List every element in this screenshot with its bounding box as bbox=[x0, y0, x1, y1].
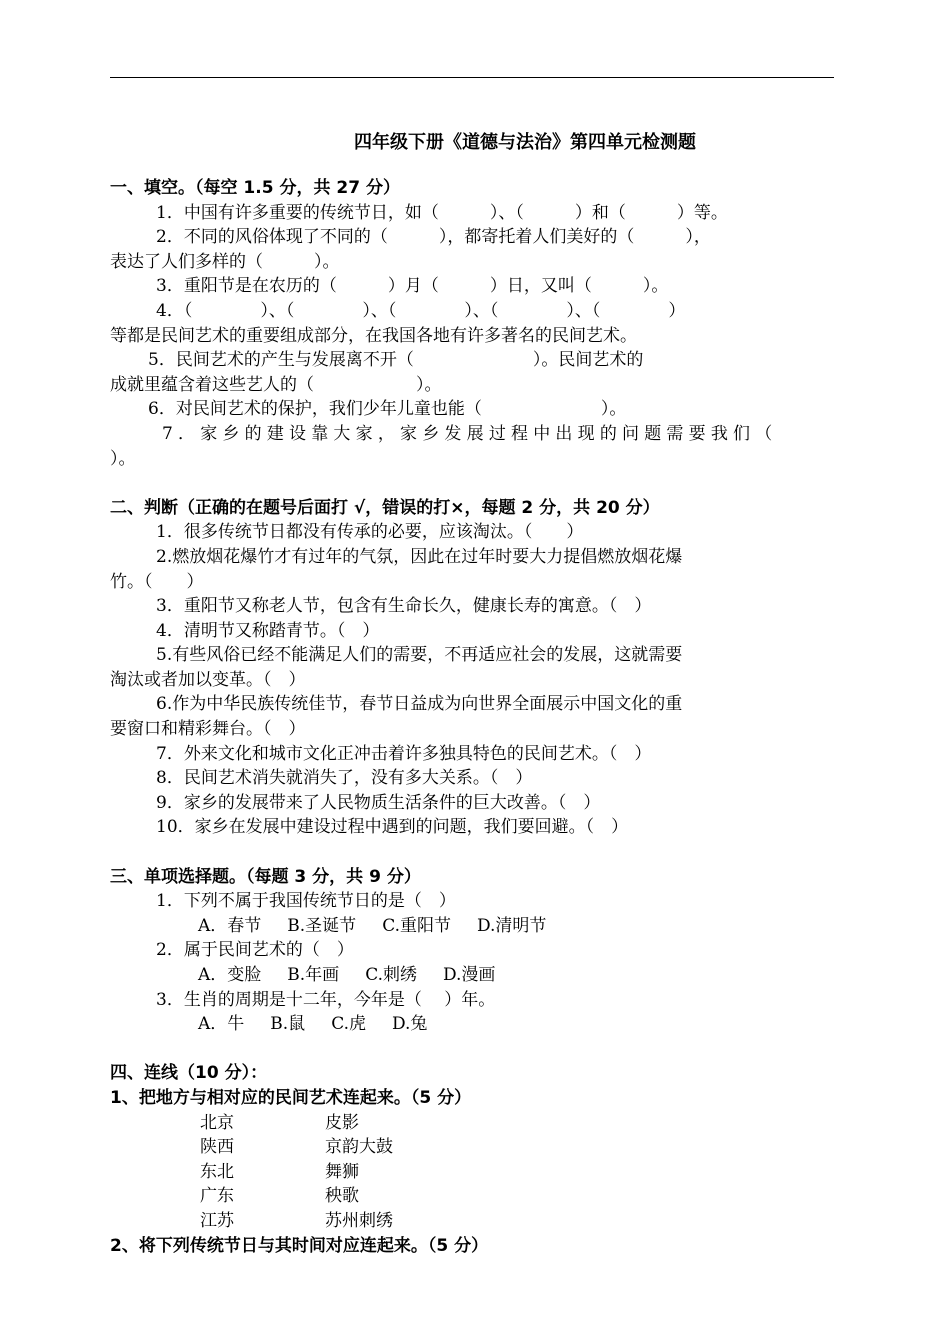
place-item: 江苏 bbox=[200, 1210, 234, 1231]
matching-sub2: 2、将下列传统节日与其时间对应连起来。（5 分） bbox=[110, 1235, 489, 1256]
art-item: 皮影 bbox=[325, 1112, 359, 1133]
judge-q3: 3．重阳节又称老人节，包含有生命长久，健康长寿的寓意。（ ） bbox=[156, 596, 652, 617]
page-title: 四年级下册《道德与法治》第四单元检测题 bbox=[354, 132, 696, 153]
judge-q5-line1: 5.有些风俗已经不能满足人们的需要，不再适应社会的发展，这就需要 bbox=[156, 645, 683, 666]
fill-q7-line1: 7．家乡的建设靠大家，家乡发展过程中出现的问题需要我们（ bbox=[162, 423, 778, 444]
arts-column bbox=[325, 1111, 393, 1234]
choice-q1: 1．下列不属于我国传统节日的是（ ） bbox=[156, 891, 456, 912]
judge-q10: 10．家乡在发展中建设过程中遇到的问题，我们要回避。（ ） bbox=[156, 817, 629, 838]
fill-q2-line1: 2．不同的风俗体现了不同的（ ），都寄托着人们美好的（ ）， bbox=[156, 227, 711, 248]
judge-q4: 4．清明节又称踏青节。（ ） bbox=[156, 620, 380, 641]
choice-q2-option-c: C.刺绣 bbox=[365, 965, 417, 985]
choice-q2: 2．属于民间艺术的（ ） bbox=[156, 940, 354, 961]
header-rule bbox=[110, 77, 834, 78]
place-item: 东北 bbox=[200, 1161, 234, 1182]
choice-q1-option-a: A．春节 bbox=[198, 915, 262, 936]
art-item: 京韵大鼓 bbox=[325, 1137, 393, 1158]
choice-q1-options bbox=[110, 914, 842, 939]
judge-q7: 7．外来文化和城市文化正冲击着许多独具特色的民间艺术。（ ） bbox=[156, 743, 652, 764]
judge-q9: 9．家乡的发展带来了人民物质生活条件的巨大改善。（ ） bbox=[156, 792, 601, 813]
places-column bbox=[200, 1111, 234, 1234]
document-body bbox=[110, 176, 842, 1258]
section-judge-heading: 二、判断（正确的在题号后面打 √，错误的打×，每题 2 分，共 20 分） bbox=[110, 497, 660, 518]
judge-q5-line2: 淘汰或者加以变革。（ ） bbox=[110, 669, 306, 690]
choice-q3-option-a: A．牛 bbox=[198, 1014, 245, 1035]
section-choice-heading: 三、单项选择题。（每题 3 分，共 9 分） bbox=[110, 866, 421, 887]
art-item: 秧歌 bbox=[325, 1186, 359, 1207]
place-item: 广东 bbox=[200, 1186, 234, 1207]
place-item: 陕西 bbox=[200, 1137, 234, 1158]
choice-q1-option-c: C.重阳节 bbox=[382, 915, 451, 936]
choice-q3-option-d: D.兔 bbox=[392, 1014, 428, 1035]
judge-q8: 8．民间艺术消失就消失了，没有多大关系。（ ） bbox=[156, 768, 533, 789]
place-item: 北京 bbox=[200, 1112, 234, 1133]
fill-q5-line1: 5．民间艺术的产生与发展离不开（ ）。民间艺术的 bbox=[148, 350, 644, 371]
choice-q3: 3．生肖的周期是十二年，今年是（ ）年。 bbox=[156, 989, 496, 1010]
fill-q7-line2: ）。 bbox=[110, 448, 136, 469]
choice-q3-option-b: B.鼠 bbox=[270, 1014, 306, 1035]
judge-q6-line1: 6.作为中华民族传统佳节，春节日益成为向世界全面展示中国文化的重 bbox=[156, 694, 683, 715]
choice-q2-option-a: A．变脸 bbox=[198, 965, 262, 985]
judge-q1: 1．很多传统节日都没有传承的必要，应该淘汰。（ ） bbox=[156, 522, 584, 543]
fill-q2-line2: 表达了人们多样的（ ）。 bbox=[110, 251, 340, 272]
fill-q3: 3．重阳节是在农历的（ ）月（ ）日，又叫（ ）。 bbox=[156, 276, 669, 297]
judge-q2-line2: 竹。（ ） bbox=[110, 571, 204, 592]
fill-q4-line2: 等都是民间艺术的重要组成部分，在我国各地有许多著名的民间艺术。 bbox=[110, 325, 637, 346]
choice-q2-options bbox=[110, 963, 842, 988]
art-item: 苏州刺绣 bbox=[325, 1210, 393, 1231]
matching-table bbox=[110, 1111, 842, 1234]
fill-q4-line1: 4．（ ）、（ ）、（ ）、（ ）、（ ） bbox=[156, 300, 686, 321]
section-matching-heading: 四、连线（10 分）： bbox=[110, 1063, 268, 1084]
matching-sub1: 1、把地方与相对应的民间艺术连起来。（5 分） bbox=[110, 1087, 472, 1108]
choice-q1-option-d: D.清明节 bbox=[477, 915, 547, 936]
choice-q2-option-d: D.漫画 bbox=[443, 965, 496, 985]
fill-q1: 1．中国有许多重要的传统节日，如（ ）、（ ）和（ ）等。 bbox=[156, 202, 728, 223]
choice-q3-options bbox=[110, 1012, 842, 1037]
choice-q1-option-b: B.圣诞节 bbox=[287, 915, 357, 936]
fill-q6: 6．对民间艺术的保护，我们少年儿童也能（ ）。 bbox=[148, 399, 627, 420]
judge-q6-line2: 要窗口和精彩舞台。（ ） bbox=[110, 719, 306, 740]
choice-q3-option-c: C.虎 bbox=[331, 1014, 366, 1035]
section-fill-blank-heading: 一、填空。（每空 1.5 分，共 27 分） bbox=[110, 178, 400, 198]
judge-q2-line1: 2.燃放烟花爆竹才有过年的气氛，因此在过年时要大力提倡燃放烟花爆 bbox=[156, 546, 683, 567]
art-item: 舞狮 bbox=[325, 1161, 359, 1182]
fill-q5-line2: 成就里蕴含着这些艺人的（ ）。 bbox=[110, 374, 442, 395]
choice-q2-option-b: B.年画 bbox=[287, 965, 340, 985]
